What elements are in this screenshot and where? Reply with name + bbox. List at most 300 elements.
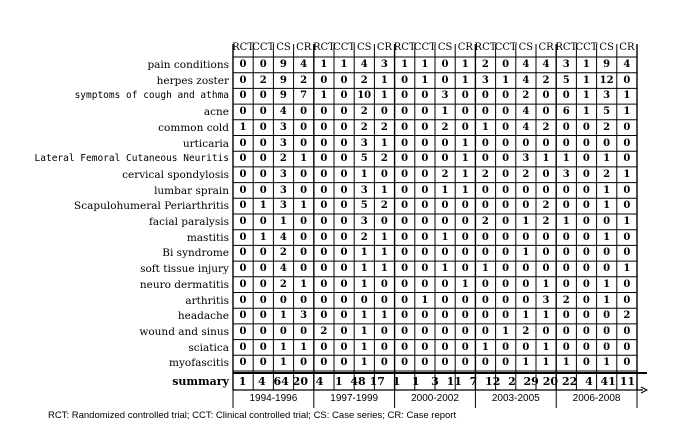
table-cell: 1 [279,357,287,369]
table-cell: 3 [360,216,368,227]
table-cell: 0 [502,200,510,212]
table-cell: 0 [441,74,449,86]
table-cell: 2 [603,168,611,180]
table-cell: 1 [461,74,469,86]
table-cell: 1 [522,247,530,259]
table-cell: 0 [401,263,409,275]
table-cell: 0 [259,325,267,337]
table-cell: 0 [502,357,510,369]
column-header: CS [357,42,372,53]
table-cell: 0 [239,341,247,353]
table-cell: 0 [401,325,409,337]
table-cell: 0 [239,168,247,180]
table-cell: 0 [603,341,611,353]
table-cell: 0 [562,325,570,337]
table-cell: 0 [259,137,267,149]
table-cell: 0 [441,278,449,290]
table-cell: 5 [360,200,368,212]
table-cell: 0 [582,294,590,306]
table-cell: 1 [542,310,550,322]
table-cell: 0 [481,310,489,322]
table-cell: 0 [401,357,409,369]
column-header: RCT [312,42,335,53]
table-cell: 0 [502,341,510,353]
row-label: mastitis [186,231,229,244]
table-cell: 0 [320,231,328,243]
table-cell: 2 [542,216,550,227]
table-cell: 1 [603,294,611,306]
table-cell: 0 [502,278,510,290]
table-cell: 0 [502,153,510,165]
table-cell: 2 [380,121,388,133]
table-cell: 0 [502,90,510,102]
table-cell: 0 [481,184,489,196]
table-cell: 2 [522,325,530,337]
table-cell: 0 [340,325,348,337]
table-cell: 0 [300,121,308,133]
table-cell: 0 [320,247,328,259]
table-cell: 5 [562,74,570,86]
table-cell: 1 [481,121,489,133]
table-cell: 9 [603,59,611,70]
table-cell: 3 [603,90,611,102]
table-cell: 0 [441,200,449,212]
table-cell: 12 [599,74,614,86]
table-cell: 3 [562,168,570,180]
table-cell: 0 [562,231,570,243]
table-cell: 0 [522,137,530,149]
summary-value: 64 [273,375,289,388]
table-cell: 0 [542,106,550,118]
summary-value: 4 [585,375,593,388]
table-cell: 0 [582,216,590,227]
table-cell: 6 [562,106,570,118]
row-label: myofascitis [169,357,229,370]
table-cell: 1 [582,74,590,86]
table-cell: 0 [522,263,530,275]
table-cell: 1 [623,168,631,180]
table-cell: 0 [300,231,308,243]
table-cell: 1 [380,74,388,86]
table-cell: 0 [421,310,429,322]
table-cell: 0 [461,231,469,243]
table-cell: 3 [279,184,287,196]
table-cell: 0 [603,137,611,149]
table-cell: 0 [300,216,308,227]
table-cell: 0 [461,357,469,369]
table-cell: 2 [603,121,611,133]
table-cell: 0 [623,121,631,133]
table-cell: 0 [562,200,570,212]
table-cell: 0 [259,184,267,196]
table-cell: 0 [582,121,590,133]
table-cell: 0 [481,200,489,212]
table-cell: 2 [522,90,530,102]
table-cell: 0 [279,325,287,337]
table-cell: 0 [603,216,611,227]
table-cell: 0 [239,137,247,149]
table-cell: 0 [401,200,409,212]
table-cell: 0 [401,294,409,306]
table-cell: 1 [461,184,469,196]
table-cell: 0 [239,325,247,337]
table-cell: 4 [522,74,530,86]
table-cell: 0 [461,200,469,212]
table-cell: 0 [320,184,328,196]
table-cell: 4 [279,231,287,243]
table-cell: 0 [380,341,388,353]
table-cell: 0 [239,184,247,196]
table-cell: 1 [380,247,388,259]
table-cell: 0 [623,200,631,212]
table-cell: 1 [380,231,388,243]
table-cell: 0 [239,247,247,259]
table-cell: 0 [562,137,570,149]
table-cell: 1 [502,74,510,86]
table-cell: 0 [582,325,590,337]
table-cell: 2 [360,74,368,86]
column-header: CR [619,42,635,53]
table-cell: 0 [623,137,631,149]
table-cell: 0 [481,90,489,102]
table-cell: 0 [380,216,388,227]
table-cell: 1 [279,341,287,353]
table-cell: 0 [522,200,530,212]
table-cell: 0 [502,59,510,70]
row-label: facial paralysis [148,216,229,228]
row-label: neuro dermatitis [139,278,229,291]
table-cell: 5 [360,153,368,165]
table-cell: 3 [441,90,449,102]
table-cell: 0 [320,341,328,353]
table-cell: 0 [300,294,308,306]
table-cell: 0 [340,168,348,180]
table-cell: 2 [300,74,308,86]
table-cell: 0 [401,168,409,180]
table-cell: 0 [239,310,247,322]
summary-value: 1 [411,375,420,388]
table-cell: 0 [461,325,469,337]
column-header: RCT [232,42,255,53]
table-cell: 0 [623,341,631,353]
table-cell: 0 [542,247,550,259]
table-cell: 0 [320,200,328,212]
table-cell: 0 [461,310,469,322]
table-cell: 1 [562,216,570,227]
table-cell: 0 [340,341,348,353]
table-cell: 2 [279,247,287,259]
table-cell: 1 [360,341,368,353]
table-cell: 1 [461,59,469,70]
table-cell: 0 [279,294,287,306]
table-cell: 2 [279,153,287,165]
table-cell: 0 [441,216,449,227]
summary-value: 17 [369,375,385,388]
table-cell: 0 [421,341,429,353]
table-cell: 0 [340,263,348,275]
table-cell: 0 [502,231,510,243]
table-cell: 1 [259,231,267,243]
table-cell: 1 [421,59,429,70]
table-cell: 0 [603,310,611,322]
table-cell: 0 [623,357,631,369]
table-cell: 0 [401,121,409,133]
summary-value: 1 [334,375,343,388]
table-cell: 0 [481,278,489,290]
table-cell: 0 [320,74,328,86]
table-cell: 0 [340,294,348,306]
table-cell: 0 [320,216,328,227]
table-cell: 1 [360,310,368,322]
table-cell: 0 [562,263,570,275]
table-cell: 0 [259,216,267,227]
table-cell: 0 [340,231,348,243]
table-cell: 1 [623,263,631,275]
table-cell: 0 [401,231,409,243]
table-cell: 1 [380,90,388,102]
table-cell: 2 [259,74,267,86]
table-cell: 1 [380,263,388,275]
table-cell: 1 [279,216,287,227]
table-cell: 9 [279,59,287,70]
table-cell: 0 [340,247,348,259]
row-label: cervical spondylosis [122,168,229,181]
table-cell: 0 [582,153,590,165]
table-cell: 0 [401,216,409,227]
table-cell: 4 [522,121,530,133]
table-cell: 0 [380,168,388,180]
table-cell: 0 [522,231,530,243]
row-label: herpes zoster [156,74,229,87]
table-cell: 0 [522,341,530,353]
table-cell: 0 [340,278,348,290]
table-cell: 0 [522,278,530,290]
table-cell: 2 [380,153,388,165]
table-cell: 0 [582,200,590,212]
table-cell: 0 [623,74,631,86]
table-cell: 1 [360,168,368,180]
column-header: RCT [474,42,497,53]
table-cell: 3 [279,200,287,212]
table-cell: 0 [259,59,267,70]
table-cell: 0 [421,325,429,337]
table-cell: 2 [623,310,631,322]
table-cell: 0 [259,247,267,259]
table-cell: 2 [542,74,550,86]
table-cell: 0 [421,121,429,133]
table-cell: 0 [239,263,247,275]
row-label: pain conditions [147,59,229,71]
table-cell: 1 [300,153,308,165]
table-cell: 2 [542,121,550,133]
row-label: sciatica [188,341,229,354]
table-cell: 0 [259,341,267,353]
table-cell: 0 [340,74,348,86]
table-cell: 0 [582,278,590,290]
table-cell: 0 [421,263,429,275]
table-cell: 0 [441,294,449,306]
table-cell: 0 [239,357,247,369]
summary-value: 22 [562,375,578,388]
table-cell: 0 [320,106,328,118]
column-header: CCT [333,42,356,53]
table-cell: 0 [461,263,469,275]
table-cell: 0 [502,310,510,322]
table-cell: 4 [360,59,368,70]
row-label: soft tissue injury [140,263,229,276]
table-cell: 1 [623,90,631,102]
table-cell: 2 [320,325,328,337]
table-cell: 0 [481,247,489,259]
table-cell: 1 [441,106,449,118]
table-cell: 4 [279,263,287,275]
period-label: 1994-1996 [249,393,298,404]
table-cell: 0 [582,137,590,149]
table-cell: 0 [421,184,429,196]
table-cell: 0 [421,231,429,243]
table-cell: 0 [522,184,530,196]
column-header: CR [376,42,393,53]
row-label: Scapulohumeral Periarthritis [74,200,229,213]
row-label: common cold [158,121,229,134]
table-cell: 0 [582,247,590,259]
table-cell: 0 [401,153,409,165]
column-header: RCT [555,42,578,53]
summary-value: 12 [485,375,501,388]
table-cell: 0 [300,263,308,275]
table-cell: 0 [320,278,328,290]
summary-value: 4 [258,375,266,388]
table-cell: 0 [461,341,469,353]
table-cell: 0 [340,106,348,118]
row-label: urticaria [182,137,229,150]
table-cell: 2 [360,106,368,118]
table-cell: 2 [481,216,489,227]
column-header: CCT [413,42,436,53]
table-cell: 0 [320,263,328,275]
table-cell: 0 [441,325,449,337]
table-cell: 0 [340,121,348,133]
column-header: CCT [494,42,517,53]
table-cell: 0 [461,90,469,102]
table-cell: 0 [562,184,570,196]
column-header: CS [437,42,453,53]
table-cell: 1 [360,357,368,369]
table-cell: 0 [300,137,308,149]
table-cell: 0 [259,153,267,165]
table-cell: 0 [603,263,611,275]
column-header: CS [599,42,614,53]
table-cell: 1 [401,59,409,70]
table-cell: 0 [320,294,328,306]
table-cell: 0 [562,341,570,353]
table-cell: 0 [259,310,267,322]
table-cell: 3 [279,137,287,149]
table-cell: 0 [582,168,590,180]
summary-value: 20 [292,375,308,388]
table-cell: 0 [380,278,388,290]
table-cell: 1 [300,278,308,290]
table-cell: 3 [522,153,530,165]
table-cell: 0 [239,231,247,243]
table-cell: 0 [502,137,510,149]
table-cell: 0 [481,325,489,337]
table-cell: 0 [481,137,489,149]
table-cell: 4 [522,59,530,70]
table-cell: 1 [461,278,469,290]
table-cell: 0 [623,325,631,337]
table-cell: 0 [401,278,409,290]
table-cell: 0 [380,325,388,337]
table-cell: 1 [603,357,611,369]
table-cell: 0 [239,90,247,102]
table-cell: 1 [279,310,287,322]
table-cell: 0 [502,247,510,259]
table-cell: 0 [461,247,469,259]
table-cell: 0 [340,184,348,196]
table-cell: 0 [441,153,449,165]
table-cell: 0 [441,357,449,369]
table-cell: 0 [441,310,449,322]
table-cell: 4 [300,59,308,70]
row-label: symptoms of cough and athma [74,90,229,102]
table-cell: 0 [421,168,429,180]
table-cell: 2 [441,121,449,133]
row-label: acne [203,106,229,119]
table-cell: 0 [562,121,570,133]
table-cell: 0 [239,106,247,118]
table-cell: 0 [401,310,409,322]
summary-value: 20 [542,375,559,388]
column-header: CS [518,42,534,53]
table-cell: 4 [623,59,631,70]
table-cell: 0 [441,247,449,259]
table-cell: 2 [279,278,287,290]
table-cell: 4 [542,59,550,70]
table-cell: 9 [279,90,287,102]
table-cell: 4 [522,106,530,118]
table-cell: 0 [259,168,267,180]
table-cell: 0 [300,325,308,337]
table-cell: 2 [360,231,368,243]
table-cell: 0 [481,294,489,306]
table-cell: 1 [522,310,530,322]
summary-value: 41 [600,375,616,388]
table-cell: 0 [603,325,611,337]
table-cell: 1 [623,106,631,118]
table-cell: 0 [623,231,631,243]
table-cell: 0 [522,294,530,306]
table-cell: 0 [320,357,328,369]
table-cell: 0 [562,310,570,322]
table-cell: 0 [421,200,429,212]
table-cell: 1 [380,184,388,196]
table-cell: 0 [562,278,570,290]
table-cell: 0 [441,59,449,70]
table-cell: 0 [603,247,611,259]
table-cell: 1 [481,341,489,353]
table-cell: 0 [542,137,550,149]
table-cell: 0 [340,153,348,165]
table-cell: 0 [380,357,388,369]
table-cell: 1 [360,263,368,275]
table-cell: 1 [441,263,449,275]
summary-value: 1 [238,375,247,388]
table-cell: 0 [542,325,550,337]
table-cell: 0 [239,153,247,165]
table-cell: 1 [441,231,449,243]
period-label: 2003-2005 [491,393,540,404]
